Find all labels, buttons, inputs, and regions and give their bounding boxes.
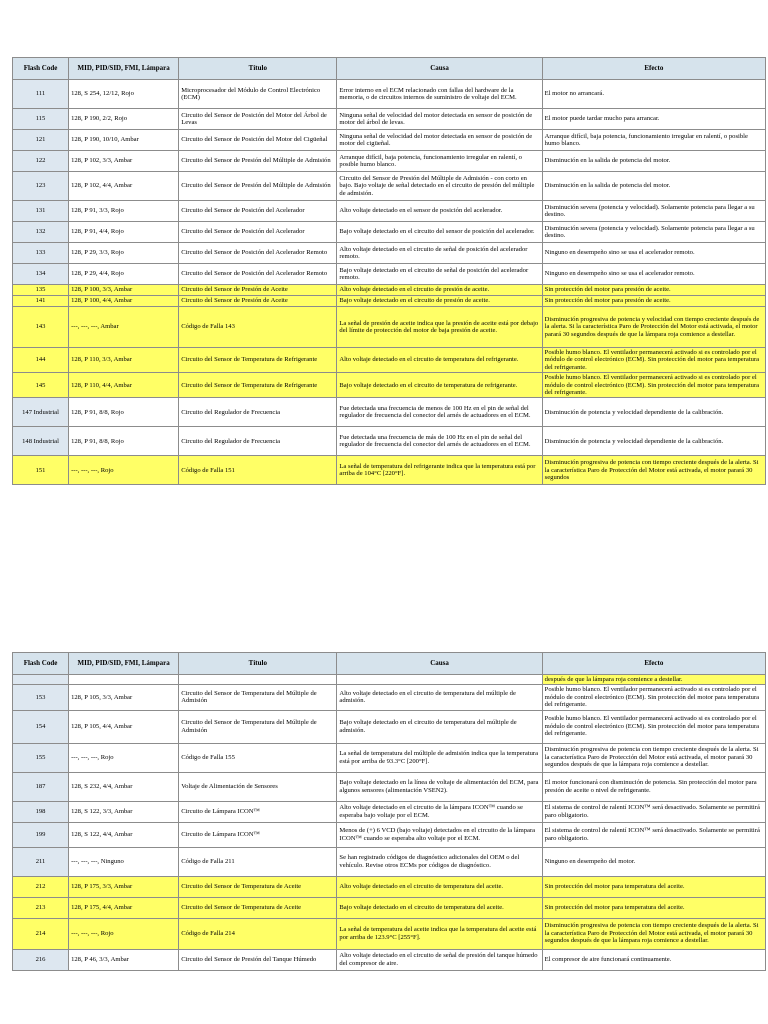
cell-mid: 128, P 46, 3/3, Ambar — [69, 950, 178, 970]
table-row — [13, 919, 765, 949]
cell-code: 214 — [13, 919, 68, 949]
cell-mid: 128, P 91, 4/4, Rojo — [69, 222, 178, 242]
table-row — [13, 80, 765, 108]
cell-mid: 128, P 175, 3/3, Ambar — [69, 877, 178, 897]
cell-code: 199 — [13, 823, 68, 847]
cell-mid: 128, S 122, 4/4, Ambar — [69, 823, 178, 847]
cell-causa: La señal de temperatura del aceite indica que la temperatura del aceite está por arriba de 123.9°C [255°F]. — [337, 919, 541, 949]
cell-code — [13, 675, 68, 684]
cell-efecto: El motor puede tardar mucho para arrancar. — [543, 109, 765, 129]
table-row — [13, 151, 765, 171]
cell-titulo: Código de Falla 143 — [179, 307, 336, 347]
cell-titulo: Voltaje de Alimentación de Sensores — [179, 773, 336, 801]
cell-causa: La señal de temperatura del múltiple de admisión indica que la temperatura está por arriba de 93.3°C [200°F]. — [337, 744, 541, 772]
cell-mid: 128, P 91, 8/8, Rojo — [69, 398, 178, 426]
fault-code-table-1 — [12, 57, 766, 485]
cell-efecto: El compresor de aire funcionará continuamente. — [543, 950, 765, 970]
cell-code: 154 — [13, 711, 68, 743]
cell-code: 115 — [13, 109, 68, 129]
cell-causa: Fue detectada una frecuencia de más de 100 Hz en el pin de señal del regulador de frecuencia del conector del arnés de actuadores en el ECM. — [337, 427, 541, 455]
cell-code: 211 — [13, 848, 68, 876]
table-row — [13, 802, 765, 822]
table-row — [13, 848, 765, 876]
cell-efecto: Disminución progresiva de potencia con tiempo creciente después de la alerta. Si la característica Paro de Protección del Motor está activada, el motor parará 30 segundos después de que la lámpara roja comience a destellar. — [543, 744, 765, 772]
cell-mid: 128, S 122, 3/3, Ambar — [69, 802, 178, 822]
cell-mid: 128, P 29, 3/3, Rojo — [69, 243, 178, 263]
cell-causa: Menos de (+) 6 VCD (bajo voltaje) detectados en el circuito de la lámpara ICON™ cuando se esperaba alto voltaje por el ECM. — [337, 823, 541, 847]
fault-code-table-2 — [12, 652, 766, 971]
cell-titulo: Circuito del Sensor de Presión del Tanque Húmedo — [179, 950, 336, 970]
cell-causa: Bajo voltaje detectado en el circuito del sensor de posición del acelerador. — [337, 222, 541, 242]
cell-efecto: Disminución en la salida de potencia del motor. — [543, 172, 765, 200]
cell-efecto: Disminución severa (potencia y velocidad). Solamente potencia para llegar a su destino. — [543, 222, 765, 242]
cell-causa: Alto voltaje detectado en el circuito de temperatura del refrigerante. — [337, 348, 541, 372]
cell-efecto: Posible humo blanco. El ventilador permanecerá activado si es controlado por el módulo de control electrónico (ECM). Sin protección del motor para temperatura del refrigerante. — [543, 348, 765, 372]
cell-causa: Alto voltaje detectado en el circuito de temperatura del múltiple de admisión. — [337, 685, 541, 709]
cell-mid: 128, S 232, 4/4, Ambar — [69, 773, 178, 801]
cell-efecto: Disminución severa (potencia y velocidad). Solamente potencia para llegar a su destino. — [543, 201, 765, 221]
cell-titulo: Código de Falla 211 — [179, 848, 336, 876]
cell-mid: 128, P 105, 4/4, Ambar — [69, 711, 178, 743]
table-row — [13, 201, 765, 221]
cell-titulo: Circuito del Sensor de Presión de Aceite — [179, 285, 336, 295]
cell-titulo: Código de Falla 151 — [179, 456, 336, 484]
cell-mid: ---, ---, ---, Ambar — [69, 307, 178, 347]
cell-efecto: Disminución progresiva de potencia con tiempo creciente después de la alerta. Si la característica Paro de Protección del Motor está activada, el motor parará 30 segundos — [543, 456, 765, 484]
cell-efecto: Posible humo blanco. El ventilador permanecerá activado si es controlado por el módulo de control electrónico (ECM). Sin protección del motor para temperatura del refrigerante. — [543, 685, 765, 709]
table-row — [13, 172, 765, 200]
cell-mid: ---, ---, ---, Rojo — [69, 456, 178, 484]
cell-titulo: Microprocesador del Módulo de Control Electrónico (ECM) — [179, 80, 336, 108]
cell-mid: 128, P 190, 2/2, Rojo — [69, 109, 178, 129]
cell-causa: Alto voltaje detectado en el circuito de temperatura del aceite. — [337, 877, 541, 897]
table-row — [13, 243, 765, 263]
cell-titulo: Circuito del Sensor de Posición del Acelerador — [179, 201, 336, 221]
cell-mid: 128, P 110, 4/4, Ambar — [69, 373, 178, 397]
cell-causa: Error interno en el ECM relacionado con fallas del hardware de la memoria, o de circuitos internos de suministro de voltaje del ECM. — [337, 80, 541, 108]
cell-titulo: Circuito del Regulador de Frecuencia — [179, 398, 336, 426]
cell-mid: 128, P 110, 3/3, Ambar — [69, 348, 178, 372]
cell-efecto: Ninguno en desempeño sino se usa el acelerador remoto. — [543, 264, 765, 284]
cell-mid: 128, P 190, 10/10, Ambar — [69, 130, 178, 150]
cell-mid: 128, P 100, 3/3, Ambar — [69, 285, 178, 295]
cell-causa: Bajo voltaje detectado en el circuito de señal de posición del acelerador remoto. — [337, 264, 541, 284]
cell-titulo: Circuito del Sensor de Presión de Aceite — [179, 296, 336, 306]
table-row — [13, 348, 765, 372]
cell-code: 123 — [13, 172, 68, 200]
table-row — [13, 456, 765, 484]
table-body-1 — [13, 80, 765, 484]
header-efecto: Efecto — [543, 58, 765, 79]
cell-efecto: Ninguno en desempeño del motor. — [543, 848, 765, 876]
cell-mid: 128, P 100, 4/4, Ambar — [69, 296, 178, 306]
cell-mid: 128, P 102, 3/3, Ambar — [69, 151, 178, 171]
table-row — [13, 898, 765, 918]
table-row — [13, 773, 765, 801]
cell-titulo: Circuito del Sensor de Posición del Motor del Cigüeñal — [179, 130, 336, 150]
table-row — [13, 307, 765, 347]
cell-mid: 128, P 29, 4/4, Rojo — [69, 264, 178, 284]
table-row — [13, 109, 765, 129]
cell-mid — [69, 675, 178, 684]
table-row — [13, 675, 765, 684]
table-row — [13, 373, 765, 397]
cell-efecto: El motor funcionará con disminución de potencia. Sin protección del motor para presión de aceite o nivel de refrigerante. — [543, 773, 765, 801]
cell-code: 133 — [13, 243, 68, 263]
header-mid: MID, PID/SID, FMI, Lámpara — [69, 653, 178, 674]
cell-code: 141 — [13, 296, 68, 306]
cell-efecto: Sin protección del motor para temperatura del aceite. — [543, 898, 765, 918]
cell-titulo: Circuito de Lámpara ICON™ — [179, 823, 336, 847]
cell-mid: ---, ---, ---, Ninguno — [69, 848, 178, 876]
cell-efecto: Disminución progresiva de potencia con tiempo creciente después de la alerta. Si la característica Paro de Protección del Motor está activada, el motor parará 30 segundos después de que la lámpara roja comience a destellar. — [543, 919, 765, 949]
cell-titulo: Circuito del Sensor de Presión del Múltiple de Admisión — [179, 151, 336, 171]
cell-code: 131 — [13, 201, 68, 221]
cell-causa: La señal de presión de aceite indica que la presión de aceite está por debajo del límite de protección del motor de baja presión de aceite. — [337, 307, 541, 347]
cell-causa: Bajo voltaje detectado en el circuito de presión de aceite. — [337, 296, 541, 306]
cell-efecto: Sin protección del motor para temperatura del aceite. — [543, 877, 765, 897]
cell-code: 212 — [13, 877, 68, 897]
table-header-row — [13, 58, 765, 79]
cell-titulo: Circuito del Sensor de Temperatura del Múltiple de Admisión — [179, 711, 336, 743]
cell-causa: Bajo voltaje detectado en la línea de voltaje de alimentación del ECM, para algunos sensores (alimentación VSEN2). — [337, 773, 541, 801]
cell-code: 144 — [13, 348, 68, 372]
cell-titulo: Circuito del Regulador de Frecuencia — [179, 427, 336, 455]
table-body-2 — [13, 675, 765, 970]
cell-efecto: Arranque difícil, baja potencia, funcionamiento irregular en ralentí, o posible humo blanco. — [543, 130, 765, 150]
cell-code: 143 — [13, 307, 68, 347]
cell-causa: Alto voltaje detectado en el circuito de señal de posición del acelerador remoto. — [337, 243, 541, 263]
cell-code: 148 Industrial — [13, 427, 68, 455]
cell-code: 187 — [13, 773, 68, 801]
table-row — [13, 285, 765, 295]
cell-causa: Fue detectada una frecuencia de menos de 100 Hz en el pin de señal del regulador de frecuencia del conector del arnés de actuadores en el ECM. — [337, 398, 541, 426]
cell-mid: 128, P 91, 3/3, Rojo — [69, 201, 178, 221]
cell-efecto: Disminución en la salida de potencia del motor. — [543, 151, 765, 171]
cell-causa: Arranque difícil, baja potencia, funcionamiento irregular en ralentí, o posible humo blanco. — [337, 151, 541, 171]
cell-titulo: Circuito del Sensor de Temperatura del Múltiple de Admisión — [179, 685, 336, 709]
cell-code: 213 — [13, 898, 68, 918]
cell-causa: Alto voltaje detectado en el circuito de la lámpara ICON™ cuando se esperaba bajo voltaje por el ECM. — [337, 802, 541, 822]
cell-causa — [337, 675, 541, 684]
cell-code: 155 — [13, 744, 68, 772]
table-row — [13, 685, 765, 709]
table-header-row — [13, 653, 765, 674]
cell-code: 132 — [13, 222, 68, 242]
cell-mid: ---, ---, ---, Rojo — [69, 919, 178, 949]
cell-titulo: Circuito del Sensor de Presión del Múltiple de Admisión — [179, 172, 336, 200]
cell-titulo: Circuito del Sensor de Temperatura de Aceite — [179, 877, 336, 897]
cell-code: 147 Industrial — [13, 398, 68, 426]
table-row — [13, 296, 765, 306]
cell-code: 216 — [13, 950, 68, 970]
cell-code: 134 — [13, 264, 68, 284]
table-row — [13, 877, 765, 897]
header-flash-code: Flash Code — [13, 58, 68, 79]
cell-titulo: Código de Falla 214 — [179, 919, 336, 949]
cell-code: 135 — [13, 285, 68, 295]
cell-code: 151 — [13, 456, 68, 484]
cell-titulo: Circuito del Sensor de Temperatura de Refrigerante — [179, 373, 336, 397]
header-mid: MID, PID/SID, FMI, Lámpara — [69, 58, 178, 79]
cell-causa: Alto voltaje detectado en el circuito de señal de presión del tanque húmedo del compresor de aire. — [337, 950, 541, 970]
cell-titulo: Circuito del Sensor de Posición del Acelerador Remoto — [179, 243, 336, 263]
cell-titulo: Circuito de Lámpara ICON™ — [179, 802, 336, 822]
cell-code: 121 — [13, 130, 68, 150]
cell-causa: Alto voltaje detectado en el sensor de posición del acelerador. — [337, 201, 541, 221]
header-efecto: Efecto — [543, 653, 765, 674]
cell-mid: 128, P 91, 8/8, Rojo — [69, 427, 178, 455]
cell-titulo: Circuito del Sensor de Posición del Acelerador Remoto — [179, 264, 336, 284]
header-flash-code: Flash Code — [13, 653, 68, 674]
cell-efecto: después de que la lámpara roja comience a destellar. — [543, 675, 765, 684]
header-causa: Causa — [337, 653, 541, 674]
table-row — [13, 130, 765, 150]
cell-mid: 128, S 254, 12/12, Rojo — [69, 80, 178, 108]
cell-code: 111 — [13, 80, 68, 108]
cell-mid: ---, ---, ---, Rojo — [69, 744, 178, 772]
cell-mid: 128, P 102, 4/4, Ambar — [69, 172, 178, 200]
table-row — [13, 823, 765, 847]
cell-titulo: Circuito del Sensor de Temperatura de Refrigerante — [179, 348, 336, 372]
cell-titulo: Circuito del Sensor de Posición del Motor del Árbol de Levas — [179, 109, 336, 129]
cell-efecto: Disminución de potencia y velocidad dependiente de la calibración. — [543, 427, 765, 455]
cell-code: 153 — [13, 685, 68, 709]
cell-efecto: Disminución de potencia y velocidad dependiente de la calibración. — [543, 398, 765, 426]
cell-titulo — [179, 675, 336, 684]
cell-efecto: El sistema de control de ralentí ICON™ será desactivado. Solamente se permitirá paro obligatorio. — [543, 802, 765, 822]
cell-causa: Ninguna señal de velocidad del motor detectada en sensor de posición de motor del cigüeñal. — [337, 130, 541, 150]
cell-efecto: Ninguno en desempeño sino se usa el acelerador remoto. — [543, 243, 765, 263]
table-row — [13, 264, 765, 284]
cell-efecto: El motor no arrancará. — [543, 80, 765, 108]
header-titulo: Título — [179, 653, 336, 674]
cell-causa: Alto voltaje detectado en el circuito de presión de aceite. — [337, 285, 541, 295]
cell-efecto: El sistema de control de ralentí ICON™ será desactivado. Solamente se permitirá paro obligatorio. — [543, 823, 765, 847]
cell-efecto: Sin protección del motor para presión de aceite. — [543, 296, 765, 306]
cell-titulo: Código de Falla 155 — [179, 744, 336, 772]
cell-causa: Se han registrado códigos de diagnóstico adicionales del OEM o del vehículo. Revise otros ECMs por códigos de diagnóstico. — [337, 848, 541, 876]
table-row — [13, 398, 765, 426]
cell-efecto: Sin protección del motor para presión de aceite. — [543, 285, 765, 295]
header-titulo: Título — [179, 58, 336, 79]
cell-mid: 128, P 105, 3/3, Ambar — [69, 685, 178, 709]
table-row — [13, 427, 765, 455]
cell-efecto: Disminución progresiva de potencia y velocidad con tiempo creciente después de la alerta. Si la característica Paro de Protección del Motor está activada, el motor parará 30 segundos después de que la lámpara roja comience a destellar. — [543, 307, 765, 347]
cell-causa: Circuito del Sensor de Presión del Múltiple de Admisión - con corto en bajo. Bajo voltaje de señal detectado en el circuito de presión del múltiple de admisión. — [337, 172, 541, 200]
table-row — [13, 950, 765, 970]
cell-titulo: Circuito del Sensor de Posición del Acelerador — [179, 222, 336, 242]
cell-causa: Bajo voltaje detectado en el circuito de temperatura de refrigerante. — [337, 373, 541, 397]
cell-causa: Ninguna señal de velocidad del motor detectada en sensor de posición de motor del árbol de levas. — [337, 109, 541, 129]
cell-causa: Bajo voltaje detectado en el circuito de temperatura del múltiple de admisión. — [337, 711, 541, 743]
cell-code: 122 — [13, 151, 68, 171]
table-row — [13, 744, 765, 772]
table-row — [13, 222, 765, 242]
table-row — [13, 711, 765, 743]
cell-causa: La señal de temperatura del refrigerante indica que la temperatura está por arriba de 104°C [220°F]. — [337, 456, 541, 484]
cell-causa: Bajo voltaje detectado en el circuito de temperatura del aceite. — [337, 898, 541, 918]
cell-efecto: Posible humo blanco. El ventilador permanecerá activado si es controlado por el módulo de control electrónico (ECM). Sin protección del motor para temperatura del refrigerante. — [543, 711, 765, 743]
header-causa: Causa — [337, 58, 541, 79]
cell-code: 145 — [13, 373, 68, 397]
cell-efecto: Posible humo blanco. El ventilador permanecerá activado si es controlado por el módulo de control electrónico (ECM). Sin protección del motor para temperatura del refrigerante. — [543, 373, 765, 397]
cell-mid: 128, P 175, 4/4, Ambar — [69, 898, 178, 918]
cell-code: 198 — [13, 802, 68, 822]
cell-titulo: Circuito del Sensor de Temperatura de Aceite — [179, 898, 336, 918]
